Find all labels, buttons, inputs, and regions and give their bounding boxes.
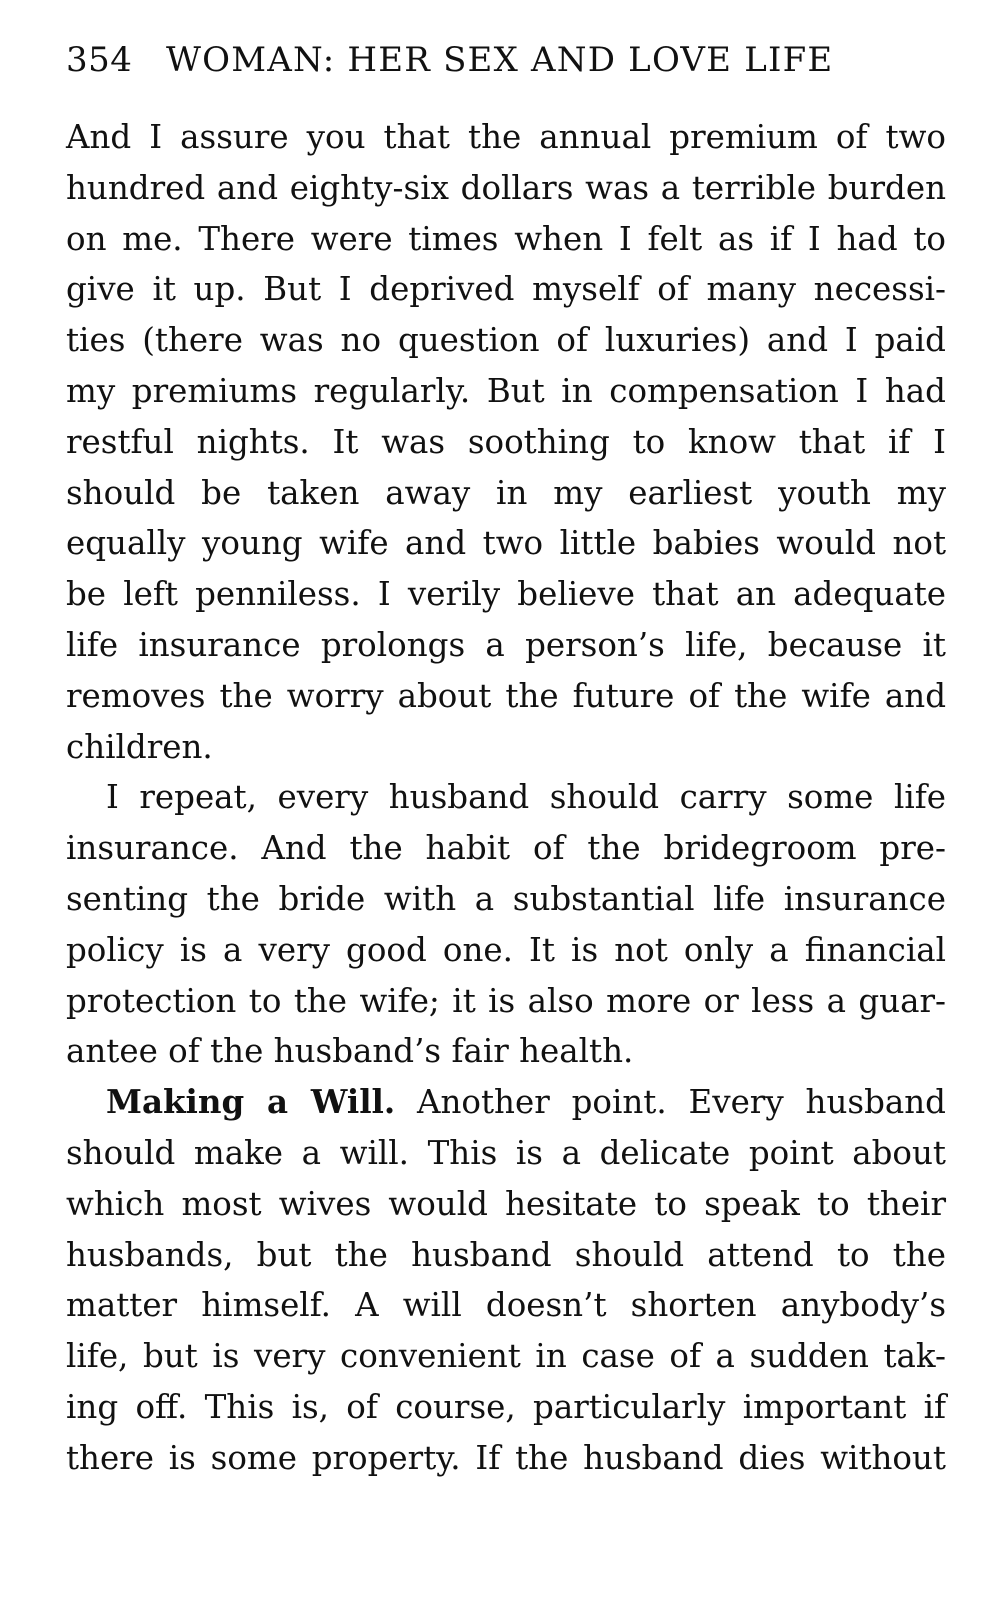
running-title: WOMAN: HER SEX AND LOVE LIFE	[166, 40, 834, 80]
text-line: on me. There were times when I felt as if I had to	[66, 219, 946, 258]
text-line: husbands, but the husband should attend to the	[66, 1235, 946, 1274]
running-head	[66, 36, 946, 90]
run-in-heading: Making a Will.	[106, 1082, 396, 1122]
text-line: be left penniless. I verily believe that an adequate	[66, 575, 946, 614]
text-line-rest: Another point. Every husband	[417, 1083, 946, 1122]
text-line: senting the bride with a substantial life insurance	[66, 879, 946, 918]
text-line: ing off. This is, of course, particularly important if	[66, 1387, 946, 1426]
text-line: matter himself. A will doesn’t shorten anybody’s	[66, 1286, 946, 1325]
text-line: And I assure you that the annual premium of two	[66, 118, 946, 156]
book-page	[66, 36, 946, 1484]
text-line: which most wives would hesitate to speak to their	[66, 1184, 946, 1223]
text-line: life, but is very convenient in case of a sudden tak-	[66, 1337, 946, 1376]
text-line: give it up. But I deprived myself of many necessi-	[66, 270, 946, 309]
page-number: 354	[66, 40, 133, 80]
text-line: hundred and eighty-six dollars was a terrible burden	[66, 168, 946, 207]
text-line: there is some property. If the husband dies without	[66, 1438, 946, 1477]
text-line: I repeat, every husband should carry some life	[106, 778, 946, 817]
paragraph-making-a-will	[66, 1077, 946, 1483]
text-line: protection to the wife; it is also more or less a guar-	[66, 981, 946, 1020]
text-line: ties (there was no question of luxuries) and I paid	[66, 321, 946, 360]
paragraph-life-insurance-cost	[66, 112, 946, 772]
text-line: insurance. And the habit of the bridegroom pre-	[66, 829, 946, 868]
text-line: antee of the husband’s fair health.	[66, 1032, 634, 1071]
text-line: should make a will. This is a delicate point about	[66, 1133, 946, 1172]
text-line	[66, 1077, 946, 1128]
text-line: removes the worry about the future of the wife and	[66, 676, 946, 715]
text-line: equally young wife and two little babies would not	[66, 524, 946, 563]
text-line: policy is a very good one. It is not only a financial	[66, 930, 946, 969]
text-line: restful nights. It was soothing to know that if I	[66, 422, 946, 461]
text-line: life insurance prolongs a person’s life, because it	[66, 625, 946, 664]
text-line: should be taken away in my earliest youth my	[66, 473, 946, 512]
text-line: my premiums regularly. But in compensation I had	[66, 371, 946, 410]
paragraph-every-husband-insurance	[66, 772, 946, 1077]
text-line: children.	[66, 727, 213, 766]
body-text	[66, 112, 946, 1484]
